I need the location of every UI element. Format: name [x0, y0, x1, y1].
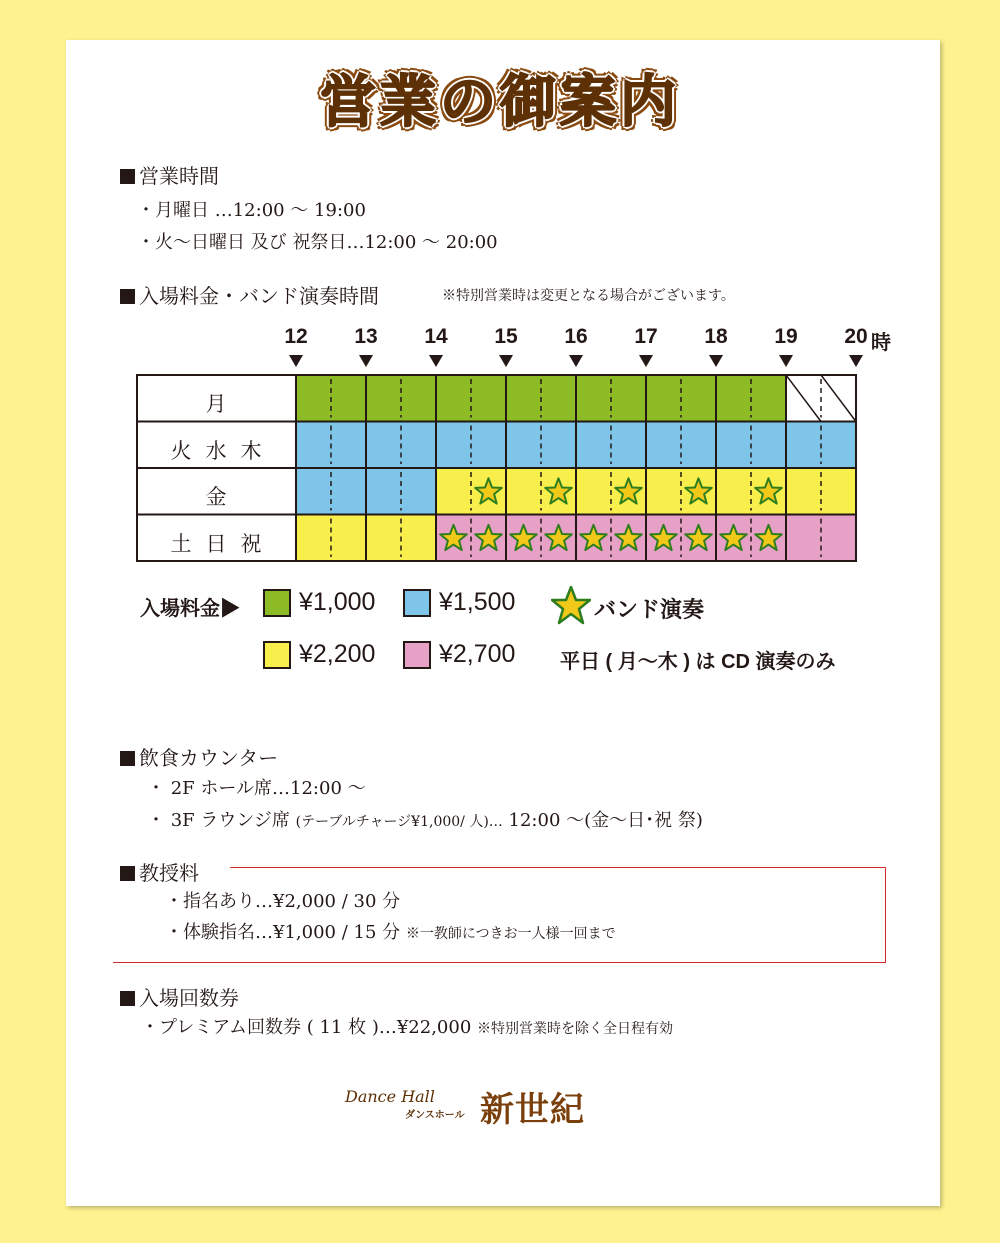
schedule-cell [716, 375, 751, 422]
schedule-cell [331, 375, 366, 422]
schedule-cell [821, 422, 856, 469]
band-legend: バンド演奏 [594, 597, 705, 622]
schedule-cell [436, 375, 471, 422]
schedule-cell [436, 422, 471, 469]
schedule-cell [366, 515, 401, 562]
schedule-cell [331, 515, 366, 562]
hour-marker-icon [359, 355, 373, 367]
page-title: 営業の御案内 [320, 70, 680, 135]
schedule-cell [821, 515, 856, 562]
square-bullet-icon [120, 289, 135, 304]
schedule-cell [471, 375, 506, 422]
logo-kanji: 新世紀 [480, 1090, 585, 1130]
hour-marker-icon [289, 355, 303, 367]
schedule-cell [541, 375, 576, 422]
fees-heading: 入場料金・バンド演奏時間 [120, 280, 379, 309]
schedule-cell [401, 422, 436, 469]
logo-kana: ダンスホール [405, 1110, 465, 1121]
schedule-cell [611, 422, 646, 469]
hour-marker-icon [639, 355, 653, 367]
logo-english: Dance Hall [345, 1087, 435, 1106]
price-1000: ¥1,000 [299, 588, 376, 616]
ticket-line: ・プレミアム回数券 ( 11 枚 )…¥22,000 ※特別営業時を除く全日程有効 [141, 1017, 674, 1038]
schedule-cell [331, 422, 366, 469]
schedule-cell [576, 468, 611, 515]
hour-marker-icon [779, 355, 793, 367]
schedule-cell [646, 422, 681, 469]
hour-marker-icon [849, 355, 863, 367]
schedule-cell [506, 375, 541, 422]
lesson-frame [113, 867, 886, 963]
square-bullet-icon [120, 751, 135, 766]
schedule-cell [366, 375, 401, 422]
schedule-cell [331, 468, 366, 515]
schedule-cell [471, 422, 506, 469]
schedule-cell [401, 468, 436, 515]
hour-20: 20 [844, 325, 868, 348]
legend-swatch-blue [403, 589, 431, 617]
row-label-tue-wed-thu: 火水木 [170, 439, 276, 463]
schedule-cell [716, 422, 751, 469]
schedule-cell [751, 375, 786, 422]
food-2f: ・ 2F ホール席…12:00 〜 [147, 778, 366, 799]
ticket-heading: 入場回数券 [120, 982, 239, 1011]
schedule-cell [646, 375, 681, 422]
hours-heading: 営業時間 [120, 160, 219, 189]
lesson-heading: 教授料 [120, 857, 199, 886]
hour-13: 13 [354, 325, 378, 348]
hour-marker-icon [429, 355, 443, 367]
hours-other-days: ・火〜日曜日 及び 祝祭日…12:00 〜 20:00 [137, 232, 498, 253]
lesson-nominated: ・指名あり…¥2,000 / 30 分 [165, 891, 401, 912]
schedule-cell [506, 468, 541, 515]
schedule-cell [506, 422, 541, 469]
hour-16: 16 [564, 325, 588, 348]
hours-monday: ・月曜日 …12:00 〜 19:00 [137, 200, 366, 221]
schedule-cell [436, 468, 471, 515]
schedule-cell [401, 375, 436, 422]
hour-12: 12 [284, 325, 308, 348]
schedule-cell [576, 422, 611, 469]
hour-19: 19 [774, 325, 798, 348]
hour-15: 15 [494, 325, 518, 348]
hour-14: 14 [424, 325, 448, 348]
schedule-cell [646, 468, 681, 515]
hour-unit: 時 [871, 332, 891, 354]
schedule-cell [786, 468, 821, 515]
schedule-cell [366, 468, 401, 515]
square-bullet-icon [120, 991, 135, 1006]
food-heading: 飲食カウンター [120, 742, 278, 771]
hour-marker-icon [569, 355, 583, 367]
legend-swatch-yellow [263, 641, 291, 669]
schedule-cell [366, 422, 401, 469]
hour-marker-icon [709, 355, 723, 367]
square-bullet-icon [120, 169, 135, 184]
price-1500: ¥1,500 [439, 588, 516, 616]
star-icon [551, 585, 591, 625]
schedule-cell [681, 375, 716, 422]
row-label-fri: 金 [205, 485, 241, 509]
legend-swatch-green [263, 589, 291, 617]
schedule-cell [576, 375, 611, 422]
legend-label: 入場料金▶ [140, 598, 240, 620]
schedule-cell [541, 422, 576, 469]
schedule-cell [786, 515, 821, 562]
schedule-cell [751, 422, 786, 469]
food-3f: ・ 3F ラウンジ席 (テーブルチャージ¥1,000/ 人)… 12:00 〜(金〜日･祝 祭) [147, 810, 703, 831]
schedule-cell [681, 422, 716, 469]
weekday-note: 平日 ( 月〜木 ) は CD 演奏のみ [560, 651, 836, 673]
price-2700: ¥2,700 [439, 640, 516, 668]
hour-marker-icon [499, 355, 513, 367]
hour-18: 18 [704, 325, 728, 348]
square-bullet-icon [120, 866, 135, 881]
schedule-cell [611, 375, 646, 422]
hour-17: 17 [634, 325, 658, 348]
fees-note: ※特別営業時は変更となる場合がございます。 [442, 288, 735, 304]
price-2200: ¥2,200 [299, 640, 376, 668]
legend-swatch-pink [403, 641, 431, 669]
lesson-trial: ・体験指名…¥1,000 / 15 分 ※一教師につきお一人様一回まで [165, 922, 616, 943]
row-label-weekend-holiday: 土日祝 [170, 532, 276, 556]
schedule-cell [786, 422, 821, 469]
schedule-cell [716, 468, 751, 515]
schedule-cell [821, 468, 856, 515]
row-label-mon: 月 [205, 392, 241, 416]
schedule-cell [401, 515, 436, 562]
